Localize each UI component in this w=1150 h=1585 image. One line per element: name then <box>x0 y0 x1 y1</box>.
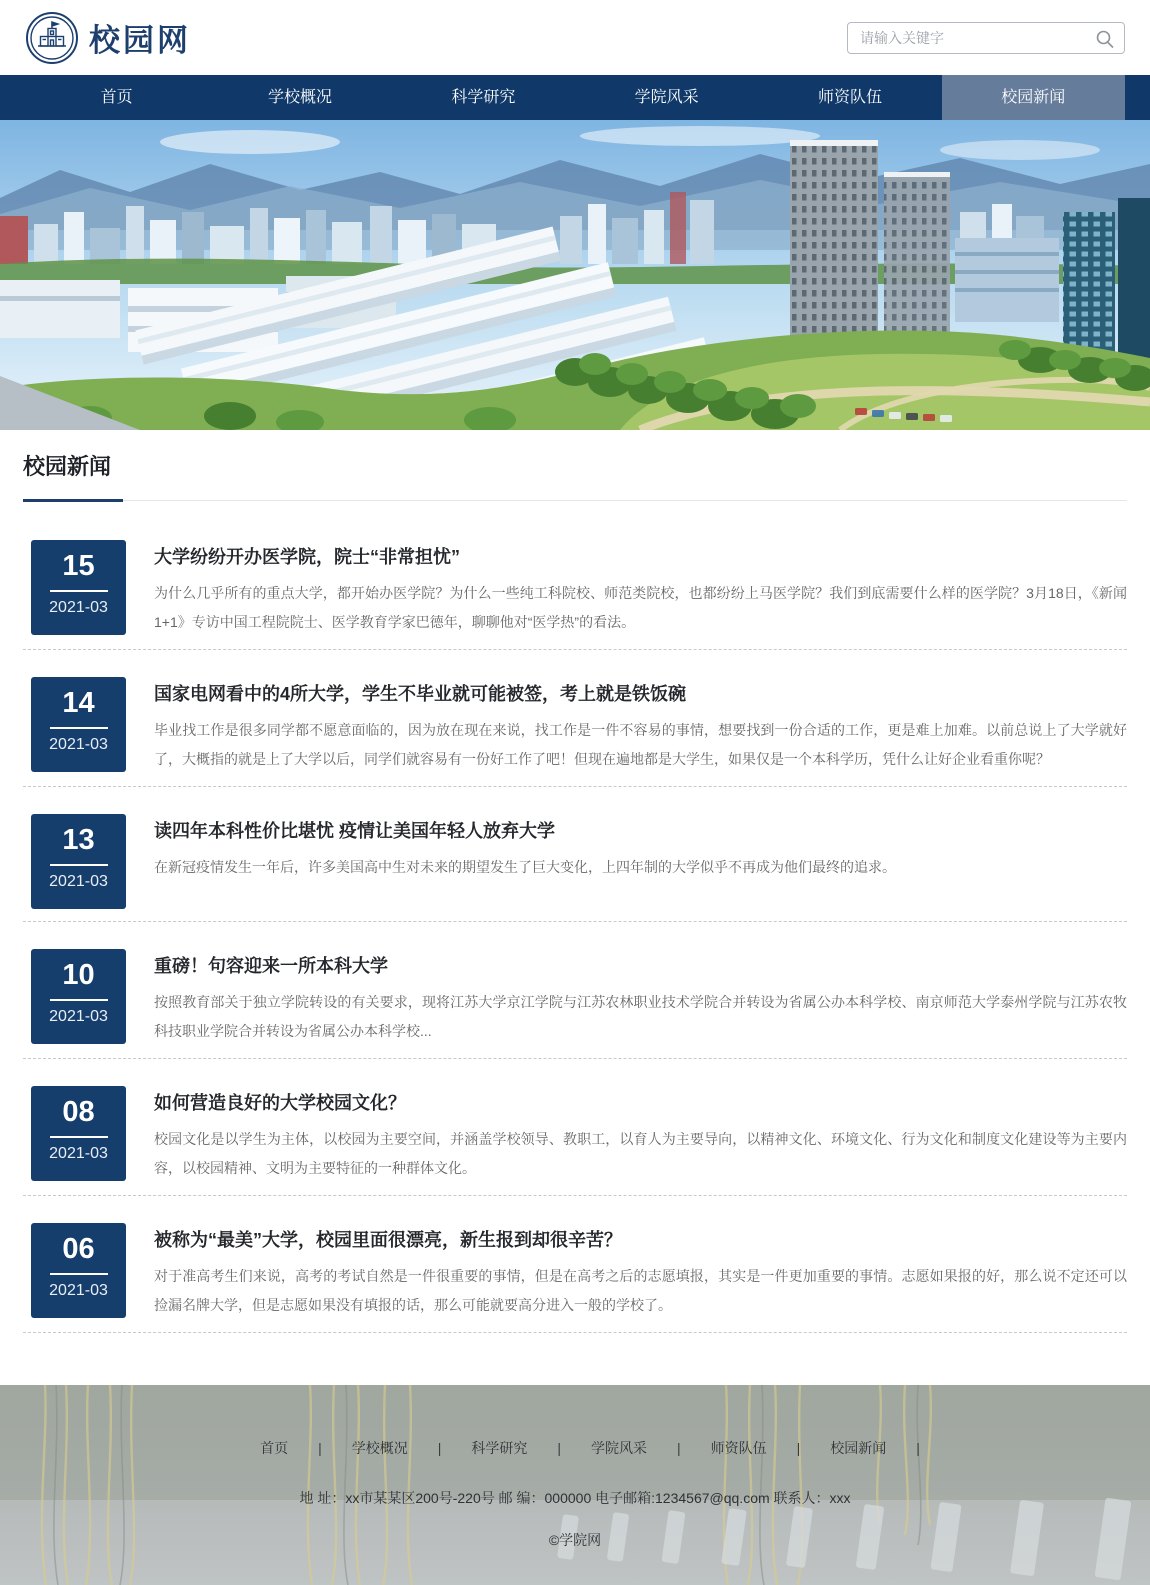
date-divider <box>50 999 108 1001</box>
news-day: 08 <box>62 1096 95 1128</box>
nav-item-faculty[interactable]: 师资队伍 <box>817 89 882 106</box>
news-item[interactable] <box>23 787 1127 922</box>
search-box <box>847 22 1125 54</box>
footer-copyright: ©学院网 <box>548 1532 602 1548</box>
footer-separator: | <box>677 1440 681 1456</box>
news-item[interactable] <box>23 1196 1127 1333</box>
news-item[interactable] <box>23 650 1127 787</box>
news-month: 2021-03 <box>49 1282 108 1299</box>
footer-separator: | <box>796 1440 801 1456</box>
footer-address: 地 址：xx市某某区200号-220号 邮 编：000000 电子邮箱:1234567@qq.com 联系人：xxx <box>299 1490 851 1506</box>
news-date-badge <box>31 540 126 635</box>
news-title[interactable]: 重磅！句容迎来一所本科大学 <box>154 956 388 976</box>
news-excerpt: 毕业找工作是很多同学都不愿意面临的，因为放在现在来说，找工作是一件不容易的事情，想要找到一份合适的工作，更是难上加难。以前总说上了大学就好了，大概指的就是上了大学以后，同学们就容易有一份好工作了吧！但现在遍地都是大学生，如果仅是一个本科学历，凭什么让好企业看重你呢？ <box>154 722 1127 767</box>
news-excerpt: 对于准高考生们来说，高考的考试自然是一件很重要的事情，但是在高考之后的志愿填报，其实是一件更加重要的事情。志愿如果报的好，那么说不定还可以捡漏名牌大学，但是志愿如果没有填报的话，那么可能就要高分进入一般的学校了。 <box>154 1268 1127 1313</box>
news-date-badge <box>31 1086 126 1181</box>
news-date-badge <box>31 1223 126 1318</box>
site-logo[interactable] <box>25 11 191 65</box>
date-divider <box>50 1273 108 1275</box>
search-input[interactable] <box>848 23 1124 53</box>
section-divider <box>23 498 1127 501</box>
school-badge-icon <box>25 11 79 65</box>
footer-link-home[interactable]: 首页 <box>260 1440 289 1456</box>
nav-item-campus-news[interactable]: 校园新闻 <box>942 75 1125 120</box>
news-title[interactable]: 国家电网看中的4所大学，学生不毕业就可能被签，考上就是铁饭碗 <box>154 684 687 704</box>
news-excerpt: 校园文化是以学生为主体，以校园为主要空间，并涵盖学校领导、教职工，以育人为主要导向，以精神文化、环境文化、行为文化和制度文化建设等为主要内容，以校园精神、文明为主要特征的一种群体文化。 <box>154 1131 1127 1176</box>
nav-item-school-overview[interactable]: 学校概况 <box>267 89 332 106</box>
news-excerpt: 在新冠疫情发生一年后，许多美国高中生对未来的期望发生了巨大变化，上四年制的大学似乎不再成为他们最终的追求。 <box>154 859 896 875</box>
nav-item-research[interactable]: 科学研究 <box>451 89 516 106</box>
date-divider <box>50 864 108 866</box>
news-day: 10 <box>62 959 95 991</box>
page-header <box>0 0 1150 75</box>
news-day: 13 <box>62 824 95 856</box>
footer-link-school-overview[interactable]: 学校概况 <box>351 1440 408 1456</box>
date-divider <box>50 590 108 592</box>
nav-item-college-style[interactable]: 学院风采 <box>634 89 699 106</box>
footer-link-college-style[interactable]: 学院风采 <box>591 1440 647 1456</box>
news-date-badge <box>31 677 126 772</box>
news-month: 2021-03 <box>49 1145 108 1162</box>
search-icon[interactable] <box>1094 28 1116 50</box>
nav-item-home[interactable]: 首页 <box>100 89 133 106</box>
hero-campus-photo <box>0 120 1150 430</box>
footer-separator: | <box>557 1440 561 1456</box>
footer-separator: | <box>318 1440 322 1456</box>
footer-nav <box>0 1385 1150 1458</box>
footer-separator: | <box>916 1440 920 1456</box>
footer-separator: | <box>437 1440 442 1456</box>
footer-link-faculty[interactable]: 师资队伍 <box>710 1440 767 1456</box>
news-item[interactable] <box>23 1059 1127 1196</box>
news-month: 2021-03 <box>49 599 108 616</box>
footer-link-research[interactable]: 科学研究 <box>471 1440 528 1456</box>
news-month: 2021-03 <box>49 873 108 890</box>
news-month: 2021-03 <box>49 1008 108 1025</box>
brand-name: 校园网 <box>89 23 191 59</box>
page-footer <box>0 1385 1150 1585</box>
news-date-badge <box>31 949 126 1044</box>
news-excerpt: 为什么几乎所有的重点大学，都开始办医学院？为什么一些纯工科院校、师范类院校，也都纷纷上马医学院？我们到底需要什么样的医学院？3月18日，《新闻1+1》专访中国工程院院士、医学教育学家巴德年，聊聊他对“医学热”的看法。 <box>154 585 1127 630</box>
main-nav <box>0 75 1150 120</box>
news-title[interactable]: 大学纷纷开办医学院，院士“非常担忧” <box>154 547 460 567</box>
news-section <box>23 450 1127 1333</box>
section-title: 校园新闻 <box>23 454 112 479</box>
news-day: 15 <box>62 550 95 582</box>
date-divider <box>50 1136 108 1138</box>
news-month: 2021-03 <box>49 736 108 753</box>
news-item[interactable] <box>23 922 1127 1059</box>
news-excerpt: 按照教育部关于独立学院转设的有关要求，现将江苏大学京江学院与江苏农林职业技术学院合并转设为省属公办本科学校、南京师范大学泰州学院与江苏农牧科技职业学院合并转设为省属公办本科学校... <box>154 994 1127 1039</box>
news-day: 06 <box>62 1233 95 1265</box>
news-title[interactable]: 被称为“最美”大学，校园里面很漂亮，新生报到却很辛苦？ <box>154 1230 622 1250</box>
news-title[interactable]: 如何营造良好的大学校园文化？ <box>154 1093 406 1113</box>
news-day: 14 <box>62 687 95 719</box>
news-title[interactable]: 读四年本科性价比堪忧 疫情让美国年轻人放弃大学 <box>154 821 555 841</box>
news-list <box>23 513 1127 1333</box>
footer-link-campus-news[interactable]: 校园新闻 <box>830 1440 887 1456</box>
date-divider <box>50 727 108 729</box>
news-date-badge <box>31 814 126 909</box>
news-item[interactable] <box>23 513 1127 650</box>
